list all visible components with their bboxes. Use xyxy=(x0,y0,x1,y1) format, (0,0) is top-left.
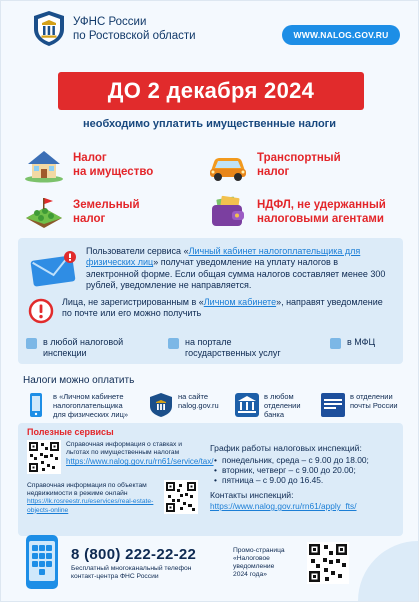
service-rosreestr-text: Справочная информация по объектам недвижимости в режиме онлайн xyxy=(27,482,147,498)
org-line-1: УФНС России xyxy=(73,16,147,28)
contacts-link[interactable]: https://www.nalog.gov.ru/rn61/apply_fts/ xyxy=(210,501,357,511)
pay-site-line-2[interactable]: nalog.gov.ru xyxy=(178,401,219,410)
alert-icon xyxy=(28,298,54,324)
pay-post-line-2: почты России xyxy=(350,401,398,410)
promo-line-3: уведомление xyxy=(233,563,275,570)
hotline-description xyxy=(71,565,191,581)
lk-users-info xyxy=(86,246,392,291)
pay-lk-line-1: в «Личном кабинете xyxy=(53,392,124,401)
option-mfc xyxy=(330,337,375,349)
service-rates-text: Справочная информация о ставках и льготах по имущественным налогам xyxy=(66,441,182,457)
organization-name xyxy=(73,15,196,43)
service-rates-link[interactable]: https://www.nalog.gov.ru/rn61/service/tax/ xyxy=(66,457,214,467)
promo-line-1: Промо-страница xyxy=(233,547,285,554)
tax-item-land xyxy=(23,194,140,230)
option-1-line-2: инспекции xyxy=(43,348,87,358)
tax-ndfl-line-1: НДФЛ, не удержанный xyxy=(257,199,386,211)
schedule-item: • вторник, четверг – с 9.00 до 20.00; xyxy=(210,465,369,475)
option-1-line-1: в любой налоговой xyxy=(43,337,124,347)
non-reg-after: », направят уведомление по почте или его можно получить xyxy=(62,297,383,319)
land-plot-icon xyxy=(23,194,65,230)
pay-bank-line-3: банка xyxy=(264,410,285,419)
promo-page-label xyxy=(233,547,285,579)
pay-method-post xyxy=(320,392,398,418)
org-line-2: по Ростовской области xyxy=(73,30,196,42)
service-rosreestr-link[interactable]: https://lk.rosreestr.ru/eservices/real-estate-objects-online xyxy=(27,498,154,514)
non-reg-before: Лица, не зарегистрированным в « xyxy=(62,297,204,307)
car-icon xyxy=(207,147,249,183)
option-2-line-2: государственных услуг xyxy=(185,348,281,358)
pay-post-line-1: в отделении xyxy=(350,392,393,401)
services-title: Полезные сервисы xyxy=(27,427,114,437)
deadline-subtitle: необходимо уплатить имущественные налоги xyxy=(82,118,337,130)
promo-line-4: 2024 года» xyxy=(233,571,267,578)
tax-property-line-2: на имущество xyxy=(73,166,154,178)
hotline-desc-line-1: Бесплатный многоканальный телефон xyxy=(71,565,192,572)
schedule-title: График работы налоговых инспекций: xyxy=(210,443,362,453)
email-notification-icon xyxy=(28,248,78,288)
schedule-item: • пятница – с 9.00 до 16.45. xyxy=(210,475,369,485)
checkbox-icon xyxy=(26,338,37,349)
phone-app-icon xyxy=(23,392,49,418)
useful-services-panel xyxy=(18,423,403,536)
pay-lk-line-3: для физических лиц» xyxy=(53,410,129,419)
hotline-number[interactable]: 8 (800) 222-22-22 xyxy=(71,546,197,563)
tax-land-line-1: Земельный xyxy=(73,199,140,211)
pay-bank-line-2: отделении xyxy=(264,401,301,410)
tax-land-line-2: налог xyxy=(73,213,106,225)
non-registered-info xyxy=(62,297,392,320)
lk-short-link[interactable]: Личном кабинете xyxy=(203,297,277,307)
lk-info-after: » получат уведомление на уплату налогов в электронной форме. Если общая сумма налогов составляет менее 300 рублей, уведомление не направляется. xyxy=(86,257,386,290)
fns-emblem-icon xyxy=(31,9,67,47)
tax-transport-line-1: Транспортный xyxy=(257,152,341,164)
tax-transport-line-2: налог xyxy=(257,166,290,178)
tax-ndfl-line-2: налоговыми агентами xyxy=(257,213,384,225)
hotline-desc-line-2: контакт-центра ФНС России xyxy=(71,573,159,580)
tax-item-ndfl xyxy=(207,194,386,230)
payment-title: Налоги можно оплатить xyxy=(23,375,135,386)
lk-info-before: Пользователи сервиса « xyxy=(86,246,189,256)
decorative-corner xyxy=(358,541,418,601)
qr-code-icon[interactable] xyxy=(307,542,349,584)
tax-item-property xyxy=(23,147,153,183)
checkbox-icon xyxy=(330,338,341,349)
notification-info-panel xyxy=(18,238,403,364)
option-gosuslugi xyxy=(168,337,281,359)
pay-method-lk xyxy=(23,392,128,419)
option-3-line-1: в МФЦ xyxy=(347,337,376,347)
house-icon xyxy=(23,147,65,183)
pay-bank-line-1: в любом xyxy=(264,392,294,401)
service-rates-info xyxy=(66,441,214,467)
pay-method-site xyxy=(148,392,219,418)
qr-code-icon[interactable] xyxy=(164,480,198,514)
tax-property-line-1: Налог xyxy=(73,152,107,164)
checkbox-icon xyxy=(168,338,179,349)
service-rosreestr-info xyxy=(27,482,161,515)
pay-lk-line-2: налогоплательщика xyxy=(53,401,123,410)
schedule-list xyxy=(210,455,369,486)
pay-site-line-1: на сайте xyxy=(178,392,209,401)
promo-line-2: «Налоговое xyxy=(233,555,270,562)
option-tax-office xyxy=(26,337,123,359)
tax-item-transport xyxy=(207,147,341,183)
schedule-item: • понедельник, среда – с 9.00 до 18.00; xyxy=(210,455,369,465)
pay-method-bank xyxy=(234,392,301,419)
qr-code-icon[interactable] xyxy=(27,440,61,474)
fns-emblem-icon xyxy=(148,392,174,418)
deadline-banner: ДО 2 декабря 2024 xyxy=(58,72,364,110)
russian-post-icon xyxy=(320,392,346,418)
wallet-icon xyxy=(207,194,249,230)
phone-icon xyxy=(23,533,61,591)
bank-icon xyxy=(234,392,260,418)
option-2-line-1: на портале xyxy=(185,337,232,347)
lk-link[interactable]: Личный кабинет налогоплательщика для физических лиц xyxy=(86,246,361,268)
contacts-title: Контакты инспекций: xyxy=(210,490,294,500)
site-link[interactable]: WWW.NALOG.GOV.RU xyxy=(282,25,400,45)
